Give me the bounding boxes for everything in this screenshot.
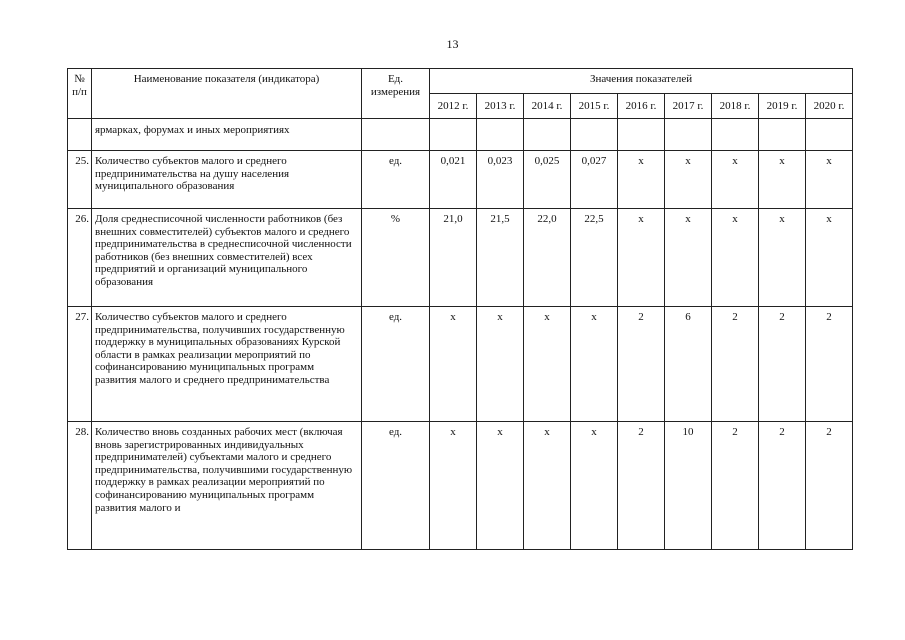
table-row — [68, 422, 853, 550]
row-unit — [362, 119, 430, 151]
row-value: 0,021 — [430, 151, 477, 209]
row-name: Доля среднесписочной численности работников (без внешних совместителей) субъектов малого и среднего предпринимательства в среднесписочной численности работников (без внешних совместителей) всех предприятий и организаций муниципального образования — [92, 209, 362, 307]
header-year: 2014 г. — [524, 94, 571, 119]
header-year: 2013 г. — [477, 94, 524, 119]
header-year: 2019 г. — [759, 94, 806, 119]
row-value: 0,025 — [524, 151, 571, 209]
header-num: № п/п — [68, 69, 92, 119]
row-value: 22,5 — [571, 209, 618, 307]
row-value: х — [618, 209, 665, 307]
row-num: 26. — [68, 209, 92, 307]
row-value: 2 — [712, 422, 759, 550]
row-value — [618, 119, 665, 151]
row-num: 27. — [68, 307, 92, 422]
row-value: х — [712, 151, 759, 209]
row-name: Количество субъектов малого и среднего предпринимательства, получивших государственную поддержку в муниципальных образованиях Курской области в рамках реализации мероприятий по софинансированию муниципальных программ развития малого и среднего предпринимательства — [92, 307, 362, 422]
row-value: 2 — [759, 422, 806, 550]
header-year: 2016 г. — [618, 94, 665, 119]
table-row — [68, 119, 853, 151]
row-value: х — [571, 422, 618, 550]
row-value: х — [618, 151, 665, 209]
row-value: х — [430, 422, 477, 550]
row-value: х — [759, 209, 806, 307]
row-value: 22,0 — [524, 209, 571, 307]
row-unit: % — [362, 209, 430, 307]
header-values: Значения показателей — [430, 69, 853, 94]
row-value: х — [759, 151, 806, 209]
row-value: 2 — [618, 422, 665, 550]
row-value: 21,0 — [430, 209, 477, 307]
row-value — [759, 119, 806, 151]
row-value — [665, 119, 712, 151]
row-value — [477, 119, 524, 151]
indicators-table — [67, 68, 853, 550]
row-value: х — [665, 209, 712, 307]
header-year: 2012 г. — [430, 94, 477, 119]
header-year: 2017 г. — [665, 94, 712, 119]
header-year: 2020 г. — [806, 94, 853, 119]
row-num: 28. — [68, 422, 92, 550]
row-value: 2 — [806, 307, 853, 422]
header-row — [68, 69, 853, 94]
header-year: 2018 г. — [712, 94, 759, 119]
row-value: х — [806, 151, 853, 209]
row-num: 25. — [68, 151, 92, 209]
row-value — [571, 119, 618, 151]
row-value: х — [477, 422, 524, 550]
row-value: х — [665, 151, 712, 209]
row-value: х — [430, 307, 477, 422]
row-name: Количество субъектов малого и среднего предпринимательства на душу населения муниципального образования — [92, 151, 362, 209]
header-name: Наименование показателя (индикатора) — [92, 69, 362, 119]
row-value: 6 — [665, 307, 712, 422]
row-unit: ед. — [362, 151, 430, 209]
row-value: х — [712, 209, 759, 307]
row-value: 2 — [618, 307, 665, 422]
row-value: х — [571, 307, 618, 422]
row-value: 2 — [759, 307, 806, 422]
row-value: 2 — [712, 307, 759, 422]
row-value: 21,5 — [477, 209, 524, 307]
row-value: х — [477, 307, 524, 422]
row-value: 0,023 — [477, 151, 524, 209]
row-unit: ед. — [362, 307, 430, 422]
header-year: 2015 г. — [571, 94, 618, 119]
table-row — [68, 307, 853, 422]
row-value: х — [806, 209, 853, 307]
row-value — [806, 119, 853, 151]
row-value: х — [524, 422, 571, 550]
row-value: 0,027 — [571, 151, 618, 209]
row-value — [430, 119, 477, 151]
row-name: Количество вновь созданных рабочих мест (включая вновь зарегистрированных индивидуальных предпринимателей) субъектами малого и среднего предпринимательства, получившими государственную поддержку в рамках реализации мероприятий по софинансированию муниципальных программ развития малого и — [92, 422, 362, 550]
row-name: ярмарках, форумах и иных мероприятиях — [92, 119, 362, 151]
table-row — [68, 151, 853, 209]
page-number: 13 — [446, 37, 459, 51]
row-value: 2 — [806, 422, 853, 550]
row-unit: ед. — [362, 422, 430, 550]
table-row — [68, 209, 853, 307]
row-value — [524, 119, 571, 151]
row-value: 10 — [665, 422, 712, 550]
row-value: х — [524, 307, 571, 422]
row-num — [68, 119, 92, 151]
row-value — [712, 119, 759, 151]
header-unit: Ед. измерения — [362, 69, 430, 119]
